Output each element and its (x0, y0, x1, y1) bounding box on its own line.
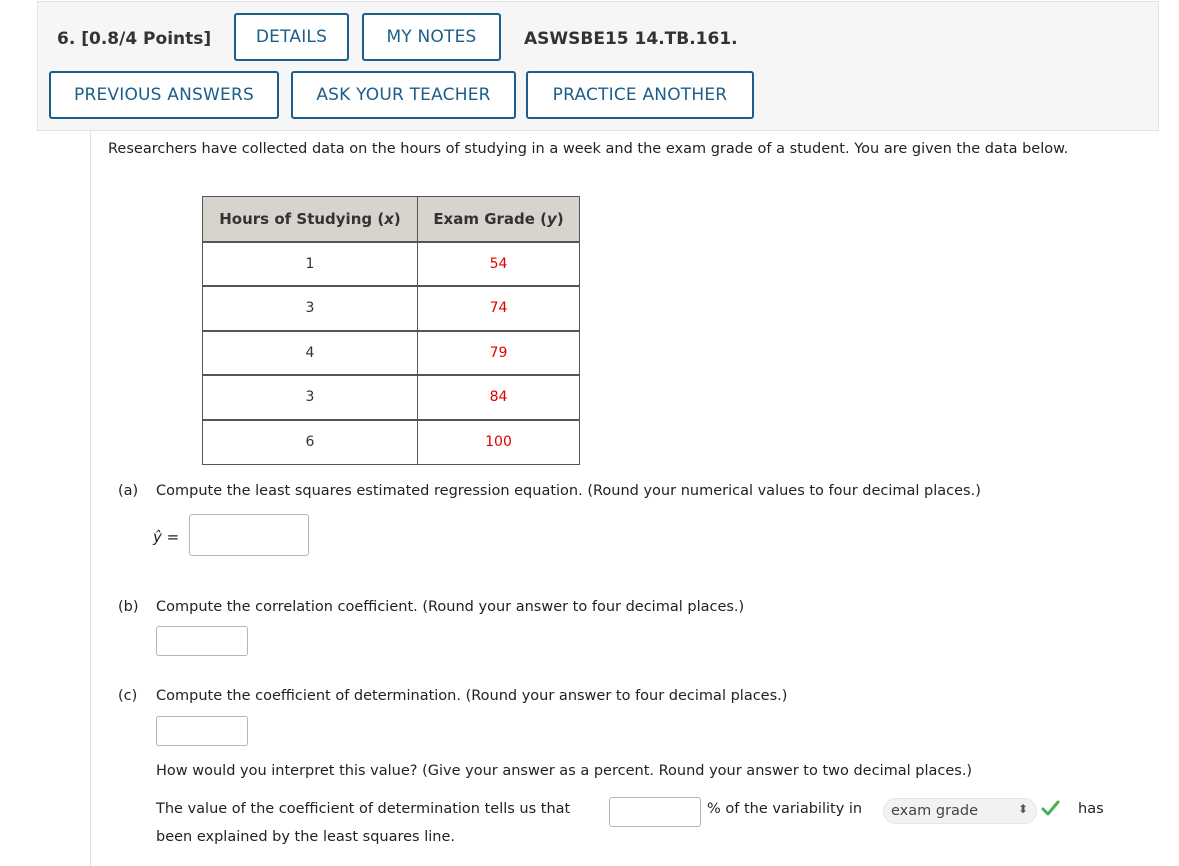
x-value: 4 (203, 331, 418, 376)
practice-another-button[interactable]: PRACTICE ANOTHER (526, 71, 754, 119)
checkmark-icon (1040, 798, 1060, 818)
x-value: 6 (203, 420, 418, 465)
correlation-coefficient-input[interactable] (156, 626, 248, 656)
coefficient-of-determination-input[interactable] (156, 716, 248, 746)
table-row (203, 286, 580, 331)
table-row (203, 242, 580, 287)
part-b-text: Compute the correlation coefficient. (Round your answer to four decimal places.) (156, 599, 745, 615)
part-b-label: (b) (118, 599, 139, 615)
part-a-text: Compute the least squares estimated regression equation. (Round your numerical values to four decimal places.) (156, 483, 981, 499)
y-value: 79 (418, 331, 580, 376)
question-code: ASWSBE15 14.TB.161. (524, 29, 738, 49)
part-a-label: (a) (118, 483, 139, 499)
table-row (203, 331, 580, 376)
x-value: 3 (203, 286, 418, 331)
question-number: 6. [0.8/4 Points] (57, 29, 212, 49)
interpret-sentence-mid: % of the variability in (707, 801, 863, 817)
y-value: 84 (418, 375, 580, 420)
variable-select-value: exam grade (891, 803, 979, 819)
part-c-label: (c) (118, 688, 138, 704)
ask-your-teacher-button[interactable]: ASK YOUR TEACHER (291, 71, 516, 119)
interpret-sentence-start: The value of the coefficient of determination tells us that (156, 801, 571, 817)
content-left-rule (90, 131, 91, 866)
interpret-sentence-continuation: been explained by the least squares line. (156, 829, 455, 845)
updown-caret-icon: ⬍ (1017, 802, 1028, 816)
interpret-sentence-end: has (1078, 801, 1104, 817)
my-notes-button[interactable]: MY NOTES (362, 13, 501, 61)
part-c-text: Compute the coefficient of determination. (Round your answer to four decimal places.) (156, 688, 788, 704)
question-header (37, 1, 1159, 131)
percent-variability-input[interactable] (609, 797, 701, 827)
variable-select[interactable] (883, 798, 1037, 824)
question-intro: Researchers have collected data on the hours of studying in a week and the exam grade of a student. You are given the data below. (108, 141, 1069, 157)
interpret-instructions: How would you interpret this value? (Give your answer as a percent. Round your answer to two decimal places.) (156, 763, 973, 779)
x-value: 3 (203, 375, 418, 420)
x-column-header: Hours of Studying (x) (203, 197, 418, 242)
table-row (203, 375, 580, 420)
y-value: 100 (418, 420, 580, 465)
yhat-label: ŷ = (153, 528, 180, 546)
regression-equation-input[interactable] (189, 514, 309, 556)
table-row (203, 420, 580, 465)
y-value: 54 (418, 242, 580, 287)
x-value: 1 (203, 242, 418, 287)
y-value: 74 (418, 286, 580, 331)
details-button[interactable]: DETAILS (234, 13, 349, 61)
previous-answers-button[interactable]: PREVIOUS ANSWERS (49, 71, 279, 119)
data-table (202, 196, 580, 465)
y-column-header: Exam Grade (y) (418, 197, 580, 242)
